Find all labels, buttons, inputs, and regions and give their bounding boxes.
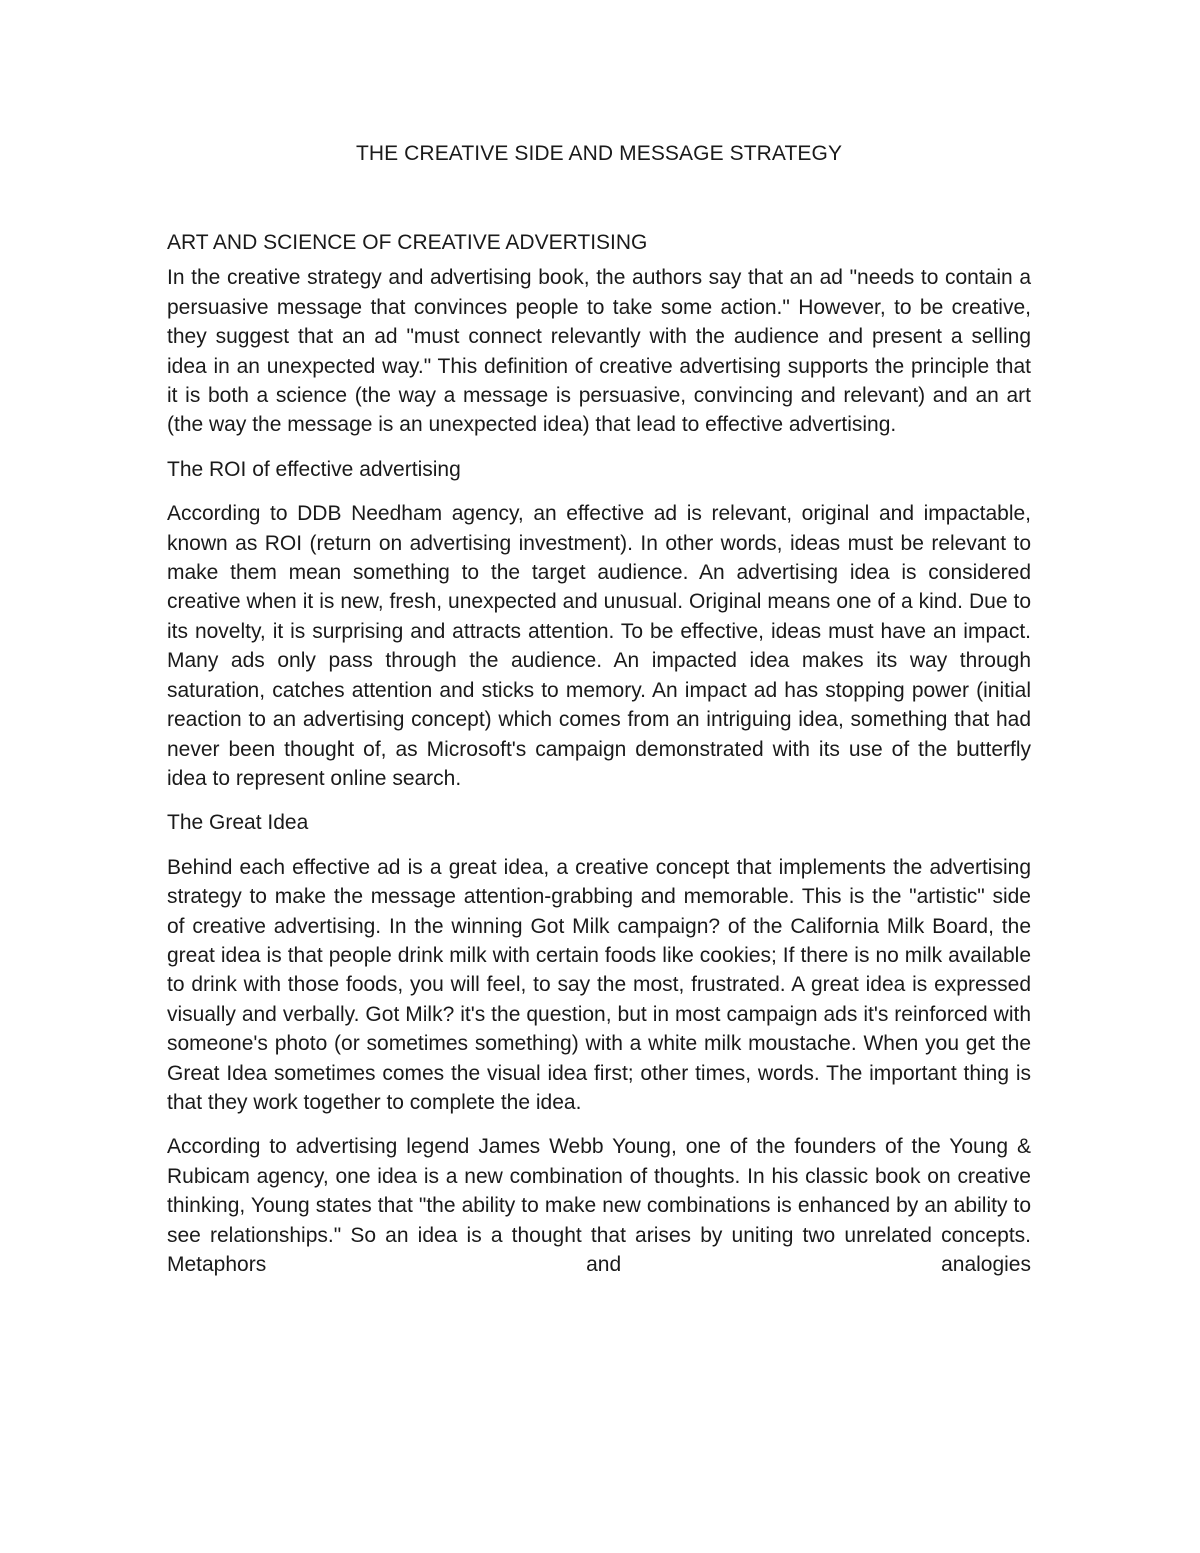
subheading-great-idea: The Great Idea xyxy=(167,811,309,835)
young-paragraph: According to advertising legend James Webb Young, one of the founders of the Young & Rubicam agency, one idea is a new combination of thoughts. In his classic book on creative thinking, Young states that "the ability to make new combinations is enhanced by an ability to see relationships." So an idea is a thought that arises by uniting two unrelated concepts. Metaphors and analogies xyxy=(167,1135,1031,1276)
roi-paragraph: According to DDB Needham agency, an effective ad is relevant, original and impactable, known as ROI (return on advertising investment). In other words, ideas must be relevant to make them mean something to the target audience. An advertising idea is considered creative when it is new, fresh, unexpected and unusual. Original means one of a kind. Due to its novelty, it is surprising and attracts attention. To be effective, ideas must have an impact. Many ads only pass through the audience. An impacted idea makes its way through saturation, catches attention and sticks to memory. An impact ad has stopping power (initial reaction to an advertising concept) which comes from an intriguing idea, something that had never been thought of, as Microsoft's campaign demonstrated with its use of the butterfly idea to represent online search. xyxy=(167,502,1031,790)
subheading-roi: The ROI of effective advertising xyxy=(167,457,461,481)
intro-paragraph: In the creative strategy and advertising book, the authors say that an ad "needs to contain a persuasive message that convinces people to take some action." However, to be creative, they suggest that an ad "must connect relevantly with the audience and present a selling idea in an unexpected way." This definition of creative advertising supports the principle that it is both a science (the way a message is persuasive, convincing and relevant) and an art (the way the message is an unexpected idea) that lead to effective advertising. xyxy=(167,266,1031,437)
document-title: THE CREATIVE SIDE AND MESSAGE STRATEGY xyxy=(355,142,843,165)
section-heading: ART AND SCIENCE OF CREATIVE ADVERTISING xyxy=(167,231,648,254)
great-idea-paragraph: Behind each effective ad is a great idea, a creative concept that implements the advertising strategy to make the message attention-grabbing and memorable. This is the "artistic" side of creative advertising. In the winning Got Milk campaign? of the California Milk Board, the great idea is that people drink milk with certain foods like cookies; If there is no milk available to drink with those foods, you will feel, to say the most, frustrated. A great idea is expressed visually and verbally. Got Milk? it's the question, but in most campaign ads it's reinforced with someone's photo (or sometimes something) with a white milk moustache. When you get the Great Idea sometimes comes the visual idea first; other times, words. The important thing is that they work together to complete the idea. xyxy=(167,855,1031,1114)
document-body xyxy=(167,139,1031,1279)
